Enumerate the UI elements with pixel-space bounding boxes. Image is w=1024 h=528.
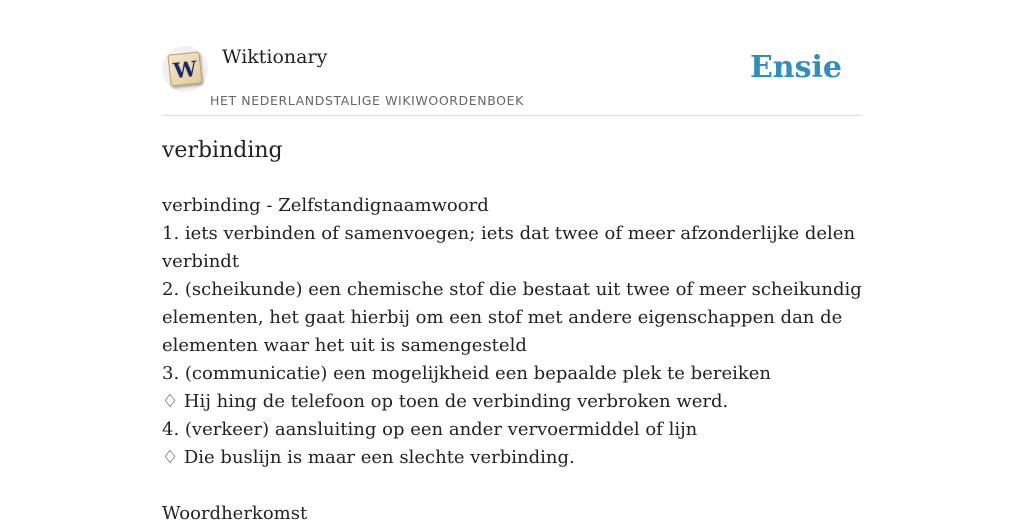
definition-line: 3. (communicatie) een mogelijkheid een bepaalde plek te bereiken: [162, 363, 772, 384]
section-heading-woordherkomst: Woordherkomst: [162, 503, 308, 524]
definition-line: 4. (verkeer) aansluiting op een ander vervoermiddel of lijn: [162, 419, 698, 440]
spacer: [162, 472, 862, 500]
page-title: verbinding: [162, 138, 283, 163]
definition-line: 2. (scheikunde) een chemische stof die bestaat uit twee of meer scheikundig: [162, 279, 862, 300]
logo-letter: W: [171, 55, 199, 83]
site-logo[interactable]: [162, 46, 208, 92]
definition-line: verbinding - Zelfstandignaamwoord: [162, 195, 489, 216]
definition-line: verbindt: [162, 251, 240, 272]
definition-line: 1. iets verbinden of samenvoegen; iets dat twee of meer afzonderlijke delen: [162, 223, 856, 244]
example-line: ♢ Hij hing de telefoon op toen de verbinding verbroken werd.: [162, 391, 729, 412]
definition-body: [162, 192, 862, 528]
ensie-logo[interactable]: Ensie: [749, 50, 842, 85]
definition-line: elementen, het gaat hierbij om een stof met andere eigenschappen dan de: [162, 307, 843, 328]
example-line: ♢ Die buslijn is maar een slechte verbinding.: [162, 447, 575, 468]
site-header: [162, 40, 862, 116]
wiktionary-tile-icon: [167, 51, 202, 86]
site-name[interactable]: Wiktionary: [222, 46, 328, 68]
definition-line: elementen waar het uit is samengesteld: [162, 335, 527, 356]
site-tagline: HET NEDERLANDSTALIGE WIKIWOORDENBOEK: [210, 93, 524, 108]
